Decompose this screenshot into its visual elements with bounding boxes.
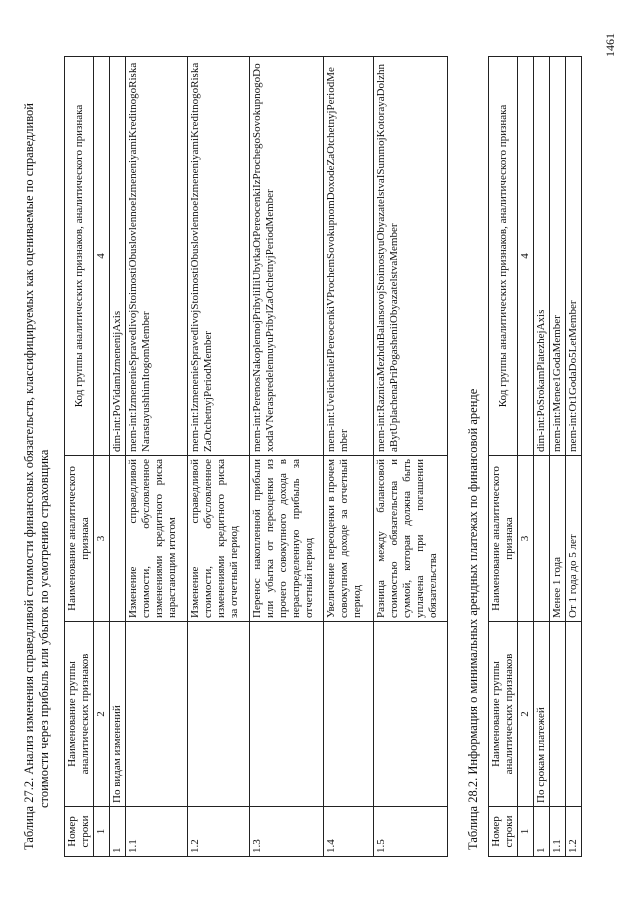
attribute-code: mem-int:RaznicaMezhduBalansovojStoimostyuObyazatelstvaISummojKotorayaDolzhnaBytUplachenaPriPogasheniiObyazatelstvaMember [374, 57, 448, 456]
attribute-name: Перенос накопленной прибыли или убытка от переоценки из прочего совокупного дохода в нераспределенную прибыль за отчетный период [250, 456, 324, 622]
group-name [550, 622, 566, 807]
group-name [324, 622, 374, 807]
row-number: 1 [110, 807, 126, 857]
attribute-code: mem-int:IzmenenieSpravedlivojStoimostiObuslovlennoeIzmeneniyamiKreditnogoRiskaNarastayushhimItogomMember [126, 57, 188, 456]
table1-header-row [65, 57, 94, 857]
row-number: 1.2 [188, 807, 250, 857]
table1-caption [22, 50, 52, 850]
group-name: По срокам платежей [534, 622, 550, 807]
attribute-code: mem-int:PerenosNakoplennojPribyliIliUbytkaOtPereocenkiIzProchegoSovokupnogoDoxodaVNeraspredelennuyuPribylZaOtchetnyjPeriodMember [250, 57, 324, 456]
group-name [374, 622, 448, 807]
group-name [126, 622, 188, 807]
colnum-cell: 4 [518, 57, 534, 456]
attribute-name [110, 456, 126, 622]
row-number: 1.3 [250, 807, 324, 857]
attribute-name: Изменение справедливой стоимости, обусловленное изменениями кредитного риска за отчетный период [188, 456, 250, 622]
attribute-code: mem-int:IzmenenieSpravedlivojStoimostiObuslovlennoeIzmeneniyamiKreditnogoRiskaZaOtchetnyjPeriodMember [188, 57, 250, 456]
table-row [110, 57, 126, 857]
group-name: По видам изменений [110, 622, 126, 807]
attribute-name: Разница между балансовой стоимостью обязательства и суммой, которая должна быть уплачена при погашении обязательства [374, 456, 448, 622]
table-row [374, 57, 448, 857]
colnum-cell: 1 [518, 807, 534, 857]
header-cell: Номер строки [65, 807, 94, 857]
header-cell: Наименование группы аналитических признаков [65, 622, 94, 807]
row-number: 1.5 [374, 807, 448, 857]
table2-header-row [489, 57, 518, 857]
group-name [188, 622, 250, 807]
row-number: 1 [534, 807, 550, 857]
table1-caption-line1: Таблица 27.2. Анализ изменения справедливой стоимости финансовых обязательств, классифицируемых как оцениваемые по справедливой [22, 103, 36, 850]
attribute-code: dim-int:PoVidamIzmenenijAxis [110, 57, 126, 456]
header-cell: Номер строки [489, 807, 518, 857]
row-number: 1.1 [126, 807, 188, 857]
attribute-code: mem-int:Ot1GodaDo5LetMember [566, 57, 582, 456]
table-row [126, 57, 188, 857]
header-cell: Наименование аналитического признака [489, 456, 518, 622]
page-number: 1461 [603, 33, 617, 57]
attribute-code: mem-int:Menee1GodaMember [550, 57, 566, 456]
group-name [566, 622, 582, 807]
table-row [188, 57, 250, 857]
attribute-name [534, 456, 550, 622]
header-cell: Код группы аналитических признаков, аналитического признака [489, 57, 518, 456]
header-cell: Наименование группы аналитических признаков [489, 622, 518, 807]
table1 [64, 56, 448, 857]
colnum-cell: 2 [94, 622, 110, 807]
row-number: 1.1 [550, 807, 566, 857]
colnum-cell: 1 [94, 807, 110, 857]
table1-caption-line2: стоимости через прибыль или убыток по усмотрению страховщика [37, 449, 51, 808]
table-row [550, 57, 566, 857]
attribute-code: mem-int:UvelichenieIPereocenkiVProchemSovokupnomDoxodeZaOtchetnyjPeriodMember [324, 57, 374, 456]
header-cell: Наименование аналитического признака [65, 456, 94, 622]
table1-colnum-row [94, 57, 110, 857]
attribute-name: От 1 года до 5 лет [566, 456, 582, 622]
attribute-name: Изменение справедливой стоимости, обусловленное изменениями кредитного риска нарастающим итогом [126, 456, 188, 622]
row-number: 1.4 [324, 807, 374, 857]
attribute-name: Увеличение переоценки в прочем совокупном доходе за отчетный период [324, 456, 374, 622]
colnum-cell: 4 [94, 57, 110, 456]
table-row [324, 57, 374, 857]
table2-colnum-row [518, 57, 534, 857]
group-name [250, 622, 324, 807]
table-row [534, 57, 550, 857]
attribute-name: Менее 1 года [550, 456, 566, 622]
colnum-cell: 2 [518, 622, 534, 807]
header-cell: Код группы аналитических признаков, аналитического признака [65, 57, 94, 456]
attribute-code: dim-int:PoSrokamPlatezhejAxis [534, 57, 550, 456]
row-number: 1.2 [566, 807, 582, 857]
table2 [488, 56, 582, 857]
colnum-cell: 3 [94, 456, 110, 622]
table-row [566, 57, 582, 857]
colnum-cell: 3 [518, 456, 534, 622]
table-row [250, 57, 324, 857]
table2-caption: Таблица 28.2. Информация о минимальных арендных платежах по финансовой аренде [466, 388, 480, 850]
